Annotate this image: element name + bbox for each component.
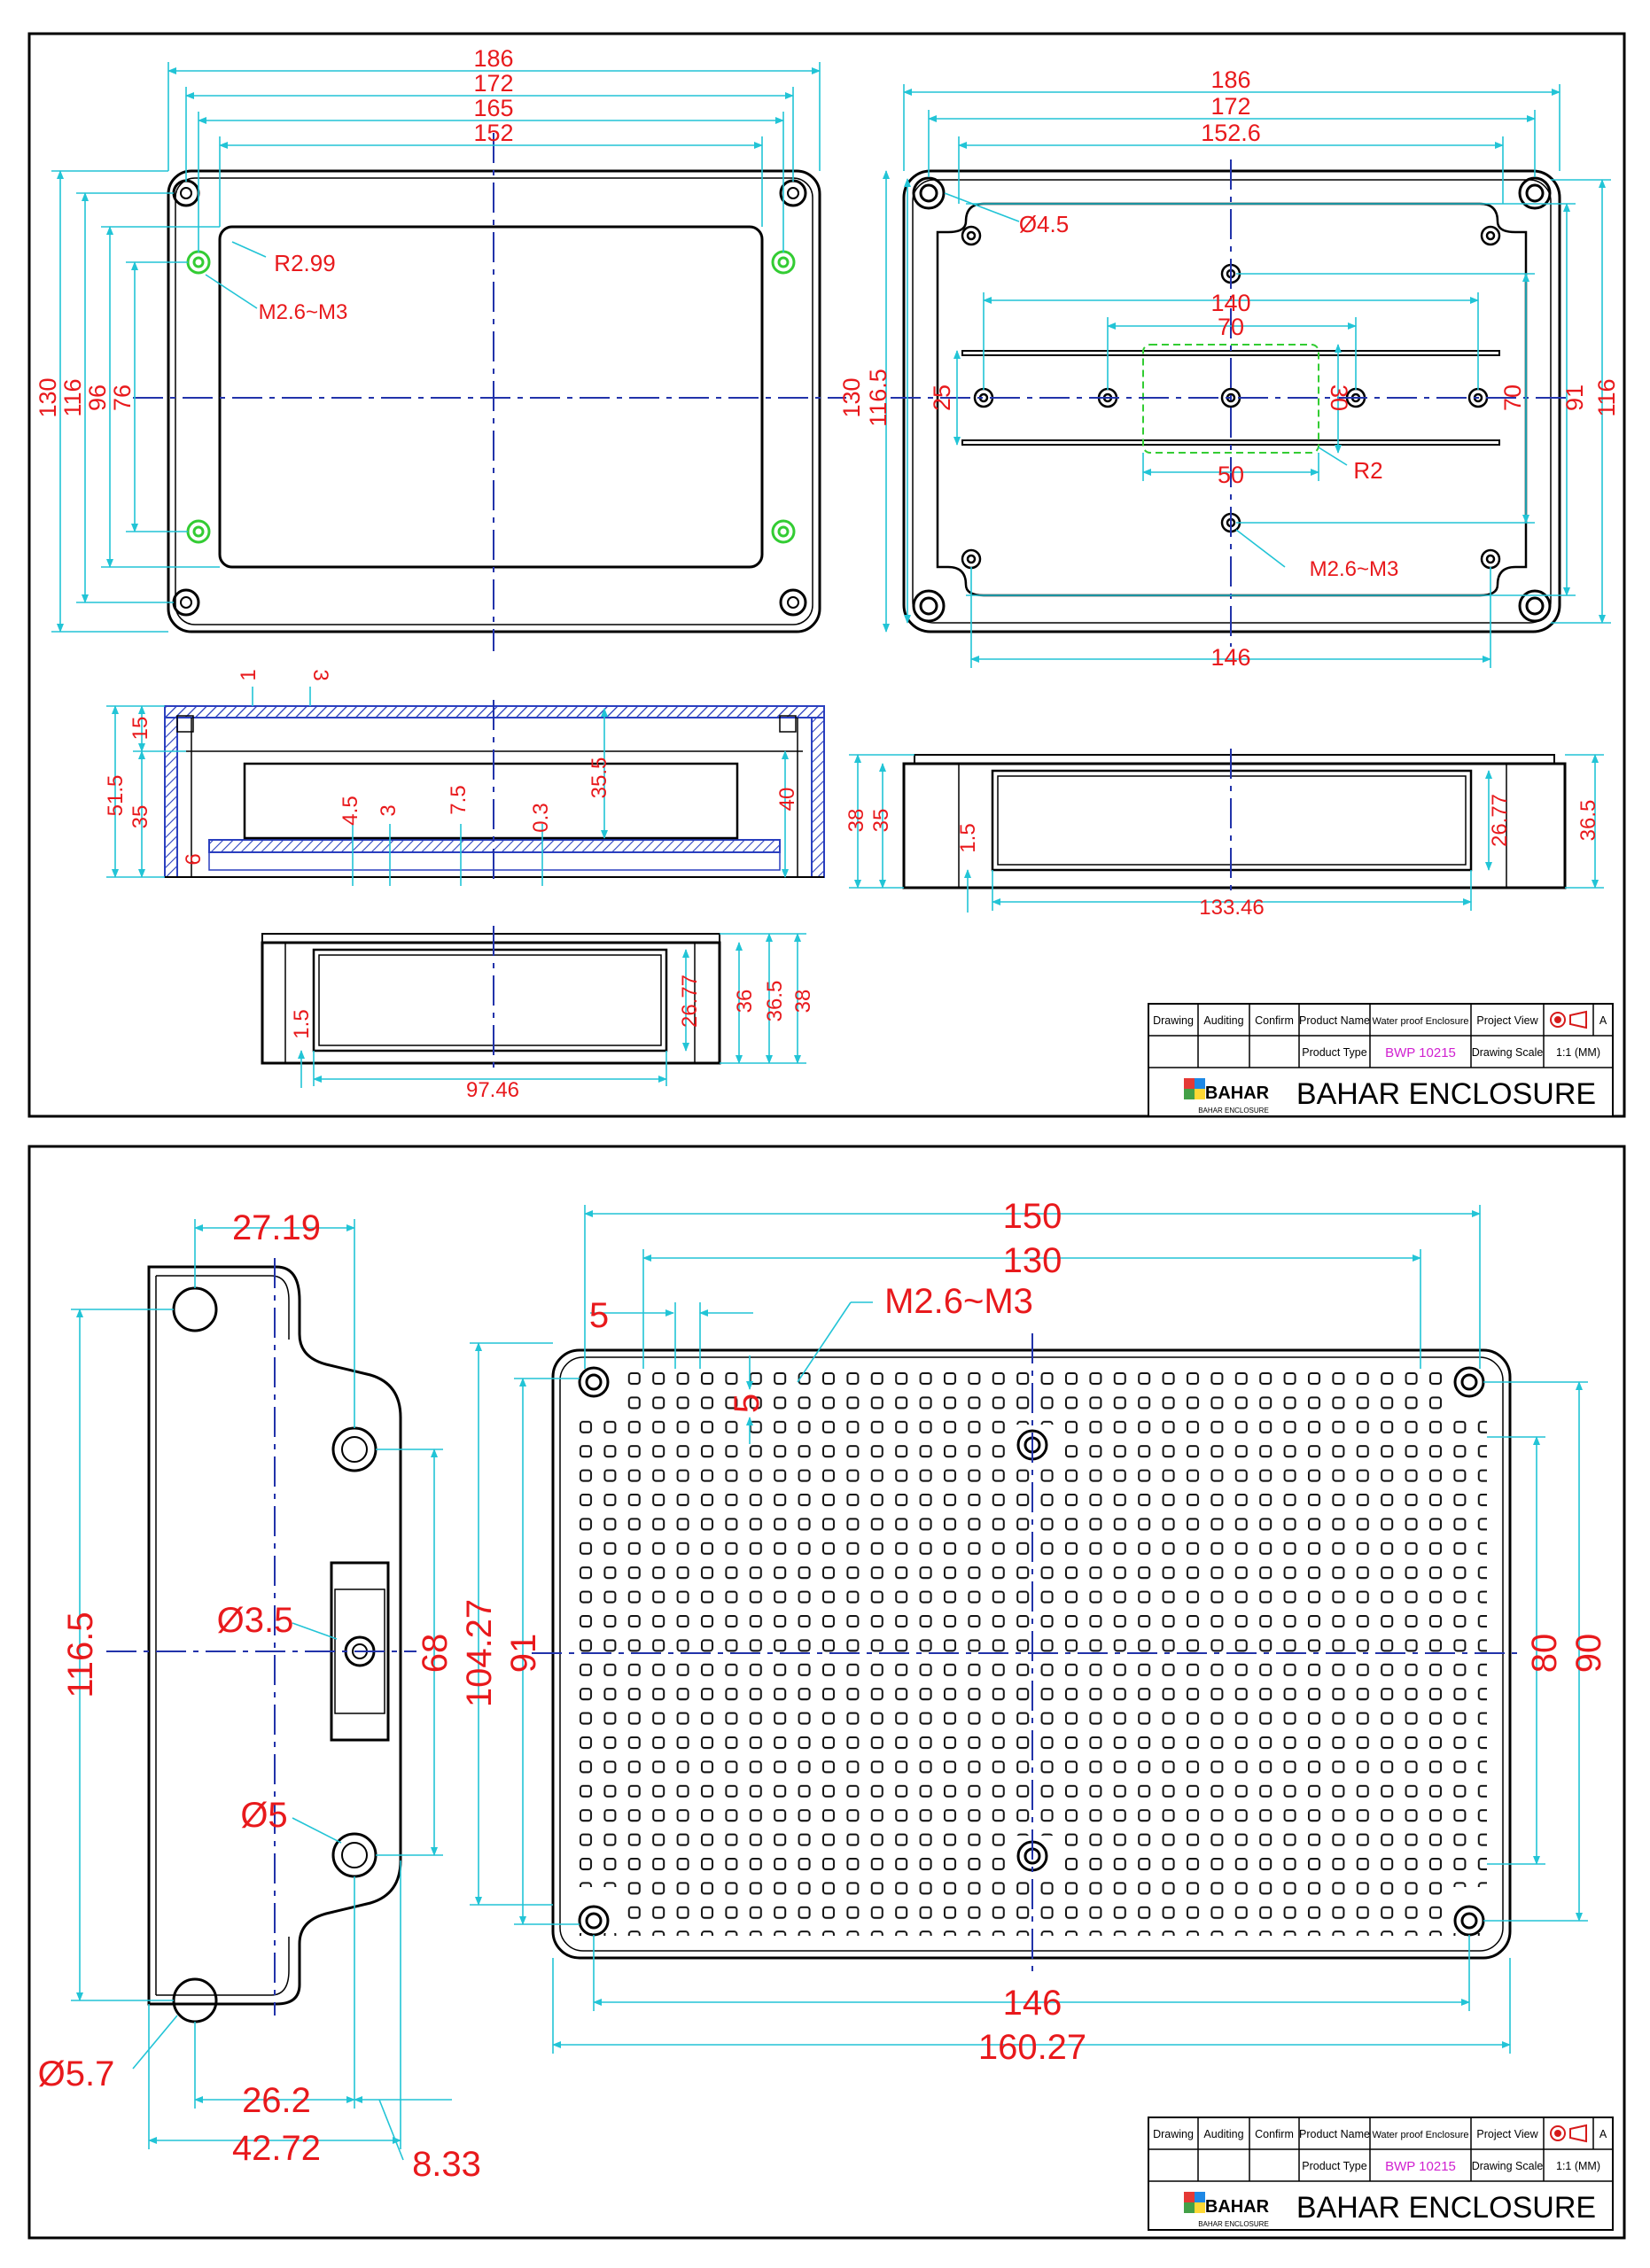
dim-pl-5a: 5 (588, 1296, 610, 1335)
dim-end-365: 36.5 (763, 980, 787, 1022)
tb2-rev: A (1599, 2128, 1607, 2140)
dim-end-15: 1.5 (290, 1009, 314, 1039)
dim-bot-25: 25 (929, 384, 955, 412)
dim-pl-150: 150 (1002, 1197, 1062, 1236)
top-view-dimensions (51, 62, 820, 632)
tb2-confirm: Confirm (1255, 2128, 1294, 2140)
mounting-bracket (106, 1258, 416, 2022)
dim-top-186: 186 (473, 45, 514, 72)
dim-top-130: 130 (35, 377, 61, 418)
dim-bot-screw: M2.6~M3 (1309, 557, 1399, 581)
dim-sec-45: 4.5 (339, 796, 362, 826)
dim-pl-146: 146 (1002, 1984, 1062, 2023)
dim-side-38: 38 (844, 808, 868, 833)
tb2-product-type-label: Product Type (1302, 2160, 1367, 2172)
dim-pl-91: 91 (504, 1633, 543, 1674)
tb1-company: BAHAR ENCLOSURE (1296, 1077, 1597, 1111)
dim-br-hole5: Ø5 (240, 1796, 288, 1835)
dim-br-262: 26.2 (242, 2081, 311, 2120)
dim-sec-355: 35.5 (588, 757, 611, 799)
dim-side-15: 1.5 (956, 823, 980, 853)
tb2-drawing-scale-value: 1:1 (MM) (1556, 2160, 1600, 2172)
tb2-auditing: Auditing (1203, 2128, 1244, 2140)
tb2-logo-text: BAHAR (1204, 2197, 1270, 2217)
dim-sec-6: 6 (182, 853, 206, 866)
bracket-hole-bottom (174, 1979, 216, 2022)
dim-top-116: 116 (59, 378, 86, 417)
dim-bot-186: 186 (1210, 66, 1251, 93)
dim-top-r299: R2.99 (274, 250, 336, 276)
bahar-logo-icon (1184, 1078, 1205, 1099)
bracket-dimensions (71, 1219, 452, 2160)
tb1-confirm: Confirm (1255, 1014, 1294, 1027)
dim-side-13346: 133.46 (1199, 896, 1265, 920)
tb2-product-name-value: Water proof Enclosure (1372, 2130, 1469, 2140)
tb1-logo-text: BAHAR (1204, 1084, 1270, 1103)
dim-bot-70w: 70 (1217, 314, 1245, 340)
dim-sec-03: 0.3 (529, 803, 553, 833)
dim-br-1165: 116.5 (61, 1612, 100, 1698)
dim-bot-1165: 116.5 (865, 369, 891, 427)
dim-bot-172: 172 (1210, 93, 1251, 120)
dim-bot-91: 91 (1561, 384, 1588, 412)
dim-br-833: 8.33 (412, 2145, 481, 2184)
tb1-drawing-scale-value: 1:1 (MM) (1556, 1046, 1600, 1059)
tb2-product-name-label: Product Name (1299, 2128, 1370, 2140)
dim-bot-130: 130 (838, 377, 865, 418)
dim-bot-r2: R2 (1353, 457, 1383, 484)
dim-br-4272: 42.72 (231, 2129, 322, 2168)
dim-br-68: 68 (416, 1633, 455, 1674)
dim-top-96: 96 (84, 384, 111, 412)
dim-br-2719: 27.19 (231, 1208, 322, 1247)
dim-top-152: 152 (473, 120, 514, 146)
dim-bot-116: 116 (1593, 378, 1620, 417)
dim-side-2677: 26.77 (1488, 793, 1512, 848)
tb1-project-view: Project View (1476, 1014, 1538, 1027)
dim-pl-16027: 160.27 (977, 2028, 1087, 2067)
dim-pl-screw: M2.6~M3 (884, 1282, 1033, 1321)
dim-top-165: 165 (473, 95, 514, 121)
bottom-view (891, 159, 1573, 647)
dim-end-38: 38 (791, 989, 815, 1014)
dim-pl-5b: 5 (728, 1393, 767, 1414)
dim-end-2677: 26.77 (678, 974, 702, 1029)
bahar-logo-icon (1184, 2192, 1205, 2213)
dim-pl-80: 80 (1525, 1633, 1564, 1674)
dim-bot-30: 30 (1326, 384, 1352, 412)
dim-top-172: 172 (473, 70, 514, 97)
dim-pl-130: 130 (1002, 1241, 1062, 1280)
tb1-product-type-value: BWP 10215 (1385, 1045, 1456, 1060)
dim-sec-1: 1 (237, 669, 261, 681)
tb2-drawing: Drawing (1153, 2128, 1194, 2140)
dim-end-36: 36 (733, 989, 757, 1014)
dim-br-hole57: Ø5.7 (37, 2054, 115, 2093)
tb1-logo-sub: BAHAR ENCLOSURE (1198, 1107, 1269, 1115)
dim-bot-140: 140 (1210, 290, 1251, 316)
tb1-product-name-value: Water proof Enclosure (1372, 1016, 1469, 1027)
dim-side-35: 35 (869, 808, 893, 833)
tb2-drawing-scale-label: Drawing Scale (1471, 2160, 1544, 2172)
end-view (262, 926, 720, 1072)
dim-end-9746: 97.46 (465, 1078, 520, 1102)
tb2-project-view: Project View (1476, 2128, 1538, 2140)
tb1-drawing-scale-label: Drawing Scale (1471, 1046, 1544, 1059)
tb2-logo-sub: BAHAR ENCLOSURE (1198, 2220, 1269, 2228)
dim-sec-515: 51.5 (104, 774, 128, 817)
dim-bot-50: 50 (1217, 462, 1245, 488)
tb2-product-type-value: BWP 10215 (1385, 2159, 1456, 2174)
dim-pl-10427: 104.27 (460, 1598, 499, 1708)
dim-sec-35: 35 (128, 804, 152, 829)
dim-sec-15: 15 (128, 716, 152, 741)
dim-side-365: 36.5 (1576, 799, 1600, 842)
dim-top-screw: M2.6~M3 (258, 300, 348, 324)
side-view (904, 749, 1565, 895)
dim-sec-40: 40 (775, 787, 799, 812)
mounting-plate (532, 1333, 1524, 1971)
tb1-rev: A (1599, 1014, 1607, 1027)
tb1-product-name-label: Product Name (1299, 1014, 1370, 1027)
dim-bot-70h: 70 (1499, 384, 1526, 412)
top-view (133, 133, 846, 651)
tb2-company: BAHAR ENCLOSURE (1296, 2191, 1597, 2225)
tb1-auditing: Auditing (1203, 1014, 1244, 1027)
dim-sec-75: 7.5 (447, 785, 471, 815)
section-view (165, 700, 824, 884)
tb1-drawing: Drawing (1153, 1014, 1194, 1027)
tb1-product-type-label: Product Type (1302, 1046, 1367, 1059)
dim-top-76: 76 (109, 384, 136, 412)
bracket-hole-top (174, 1288, 216, 1331)
dim-sec-3a: 3 (308, 669, 332, 681)
dim-br-hole35: Ø3.5 (216, 1601, 294, 1640)
dim-bot-146: 146 (1210, 644, 1251, 671)
dim-pl-90: 90 (1569, 1633, 1608, 1674)
dim-bot-1526: 152.6 (1201, 120, 1261, 146)
dim-bot-hole: Ø4.5 (1018, 211, 1070, 237)
dim-sec-3b: 3 (377, 804, 401, 817)
